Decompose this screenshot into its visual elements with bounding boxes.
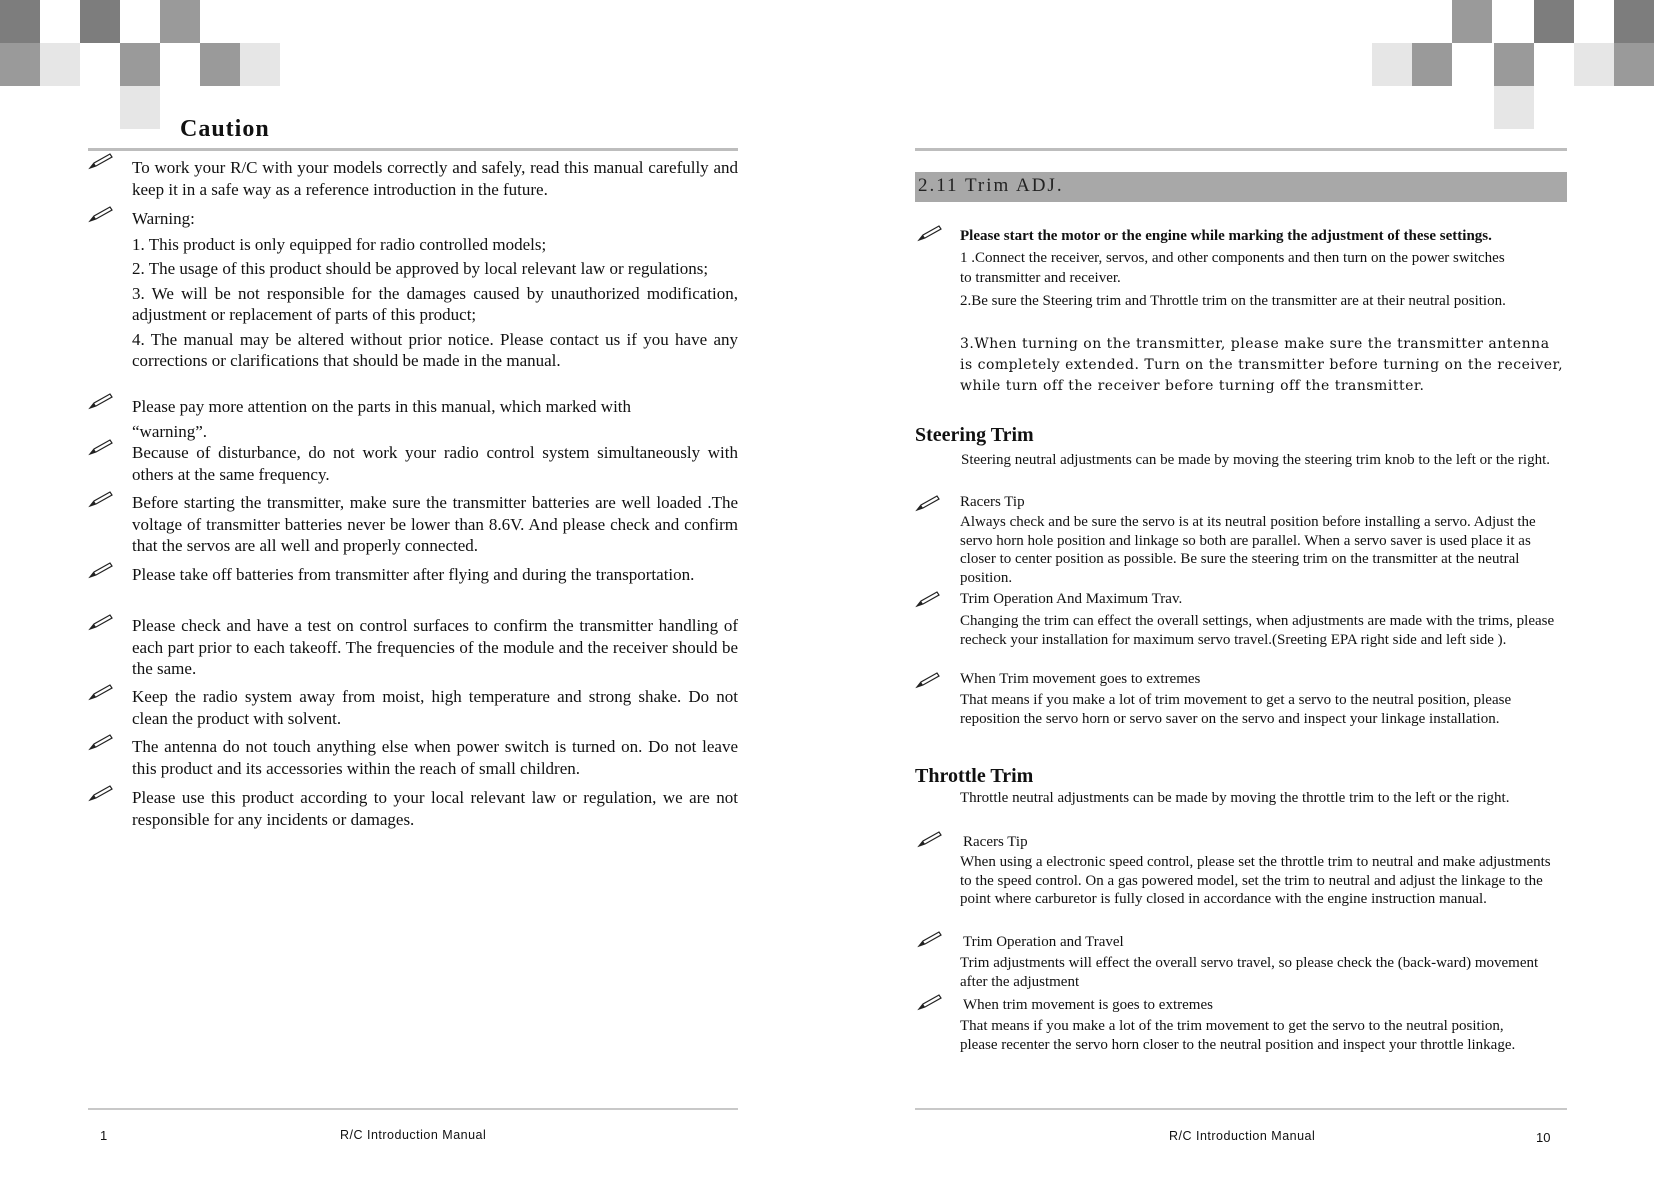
caution-line: Please pay more attention on the parts in this manual, which marked with	[132, 397, 632, 416]
footer-title: R/C Introduction Manual	[340, 1128, 487, 1142]
pen-icon	[88, 683, 114, 701]
caution-item-10	[132, 787, 738, 830]
footer-title: R/C Introduction Manual	[1169, 1129, 1316, 1143]
pen-icon	[88, 392, 114, 410]
intro-step-1: 1 .Connect the receiver, servos, and other components and then turn on the power switches to transmitter and receiver.	[960, 250, 1505, 286]
caution-line: The antenna do not touch anything else when power switch is turned on. Do not leave this product and its accessories within the reach of small children.	[132, 737, 738, 778]
caution-line: Please use this product according to your local relevant law or regulation, we are not responsible for any incidents or damages.	[132, 788, 738, 829]
pen-icon	[88, 733, 114, 751]
pen-icon	[917, 930, 943, 948]
caution-line: Please take off batteries from transmitter after flying and during the transportation.	[132, 565, 695, 584]
footer-rule	[88, 1108, 738, 1110]
pen-icon	[88, 613, 114, 631]
pen-icon	[917, 993, 943, 1011]
warning-label: Warning:	[132, 209, 195, 228]
steering-desc: Steering neutral adjustments can be made by moving the steering trim knob to the left or the right.	[961, 452, 1551, 468]
throttle-tip1-text: When using a electronic speed control, please set the throttle trim to neutral and make adjustments to the speed control. On a gas powered model, set the trim to neutral and adjust the linkage to the point where carburetor is fully closed in accordance with the engine instruction manual.	[960, 854, 1551, 907]
throttle-heading: Throttle Trim	[915, 765, 1034, 787]
pen-icon	[88, 205, 114, 223]
caution-item-1	[132, 157, 738, 200]
caution-line: “warning”.	[132, 421, 208, 441]
steering-tip2-title: Trim Operation And Maximum Trav.	[960, 591, 1183, 607]
caution-line: Because of disturbance, do not work your radio control system simultaneously with others at the same frequency.	[132, 443, 738, 484]
caution-line: Please check and have a test on control surfaces to confirm the transmitter handling of each part prior to each takeoff. The frequencies of the module and the receiver should be the same.	[132, 616, 738, 678]
heading-rule	[88, 148, 738, 151]
caution-item-7	[132, 615, 738, 680]
throttle-desc: Throttle neutral adjustments can be made by moving the throttle trim to the left or the right.	[960, 790, 1510, 806]
steering-heading: Steering Trim	[915, 424, 1034, 446]
intro-bold-line: Please start the motor or the engine while marking the adjustment of these settings.	[960, 228, 1492, 244]
warning-line-4: 4. The manual may be altered without prior notice. Please contact us if you have any corrections or clarifications that should be made in the manual.	[132, 329, 738, 370]
pen-icon	[917, 830, 943, 848]
caution-item-5	[132, 492, 738, 557]
throttle-tip2-title: Trim Operation and Travel	[963, 934, 1124, 950]
pen-icon	[915, 671, 941, 689]
warning-line-2: 2. The usage of this product should be approved by local relevant law or regulations;	[132, 259, 709, 278]
steering-tip3-text: That means if you make a lot of trim movement to get a servo to the neutral position, please reposition the servo horn or servo saver on the servo and inspect your linkage installation.	[960, 692, 1512, 727]
caution-item-6	[132, 564, 738, 586]
caution-item-3	[132, 396, 738, 442]
caution-line: Keep the radio system away from moist, high temperature and strong shake. Do not clean the product with solvent.	[132, 687, 738, 728]
caution-item-warning	[132, 208, 738, 372]
throttle-tip2-text: Trim adjustments will effect the overall servo travel, so please check the (back-ward) movement after the adjustment	[960, 955, 1539, 990]
right-page	[827, 0, 1654, 1199]
warning-line-1: 1. This product is only equipped for radio controlled models;	[132, 234, 547, 254]
throttle-tip3-text: That means if you make a lot of the trim movement to get the servo to the neutral position, please recenter the servo horn closer to the neutral position and inspect your throttle linkage.	[960, 1018, 1516, 1053]
page-number: 10	[1536, 1130, 1551, 1145]
caution-line: To work your R/C with your models correctly and safely, read this manual carefully and keep it in a safe way as a reference introduction in the future.	[132, 158, 738, 199]
pen-icon	[915, 590, 941, 608]
page-number: 1	[100, 1128, 108, 1143]
intro-step-2: 2.Be sure the Steering trim and Throttle trim on the transmitter are at their neutral position.	[960, 293, 1506, 309]
pen-icon	[88, 784, 114, 802]
pen-icon	[88, 561, 114, 579]
pen-icon	[917, 224, 943, 242]
pen-icon	[88, 152, 114, 170]
section-title-bar	[915, 172, 1567, 202]
caution-heading: Caution	[180, 116, 270, 142]
caution-item-9	[132, 736, 738, 779]
top-rule	[915, 148, 1567, 151]
pen-icon	[88, 490, 114, 508]
steering-tip1-text: Always check and be sure the servo is at its neutral position before installing a servo. Adjust the servo horn hole position and linkage so both are parallel. When a servo saver is used place it as closer to center position as possible. Be sure the steering trim on the transmitter at the neutral position.	[960, 514, 1536, 586]
pen-icon	[88, 438, 114, 456]
pen-icon	[915, 494, 941, 512]
steering-tip2-text: Changing the trim can effect the overall settings, when adjustments are made with the trims, please recheck your installation for maximum servo travel.(Sreeting EPA right side and left side ).	[960, 613, 1555, 648]
throttle-tip3-title: When trim movement is goes to extremes	[963, 997, 1213, 1013]
steering-tip3-title: When Trim movement goes to extremes	[960, 671, 1201, 687]
section-title: 2.11 Trim ADJ.	[918, 175, 1064, 196]
footer-rule	[915, 1108, 1567, 1110]
caution-item-8	[132, 686, 738, 729]
caution-item-4	[132, 442, 738, 485]
warning-line-3: 3. We will be not responsible for the damages caused by unauthorized modification, adjustment or replacement of parts of this product;	[132, 283, 738, 324]
intro-step-3: 3.When turning on the transmitter, please make sure the transmitter antenna is completely extended. Turn on the transmitter before turning on the receiver, while turn off the receiver before turning off the transmitter.	[960, 336, 1564, 394]
caution-line: Before starting the transmitter, make sure the transmitter batteries are well loaded .The voltage of transmitter batteries never be lower than 8.6V. And please check and confirm that the servos are all well and properly connected.	[132, 493, 738, 555]
steering-tip1-title: Racers Tip	[960, 494, 1025, 510]
throttle-tip1-title: Racers Tip	[963, 834, 1028, 850]
